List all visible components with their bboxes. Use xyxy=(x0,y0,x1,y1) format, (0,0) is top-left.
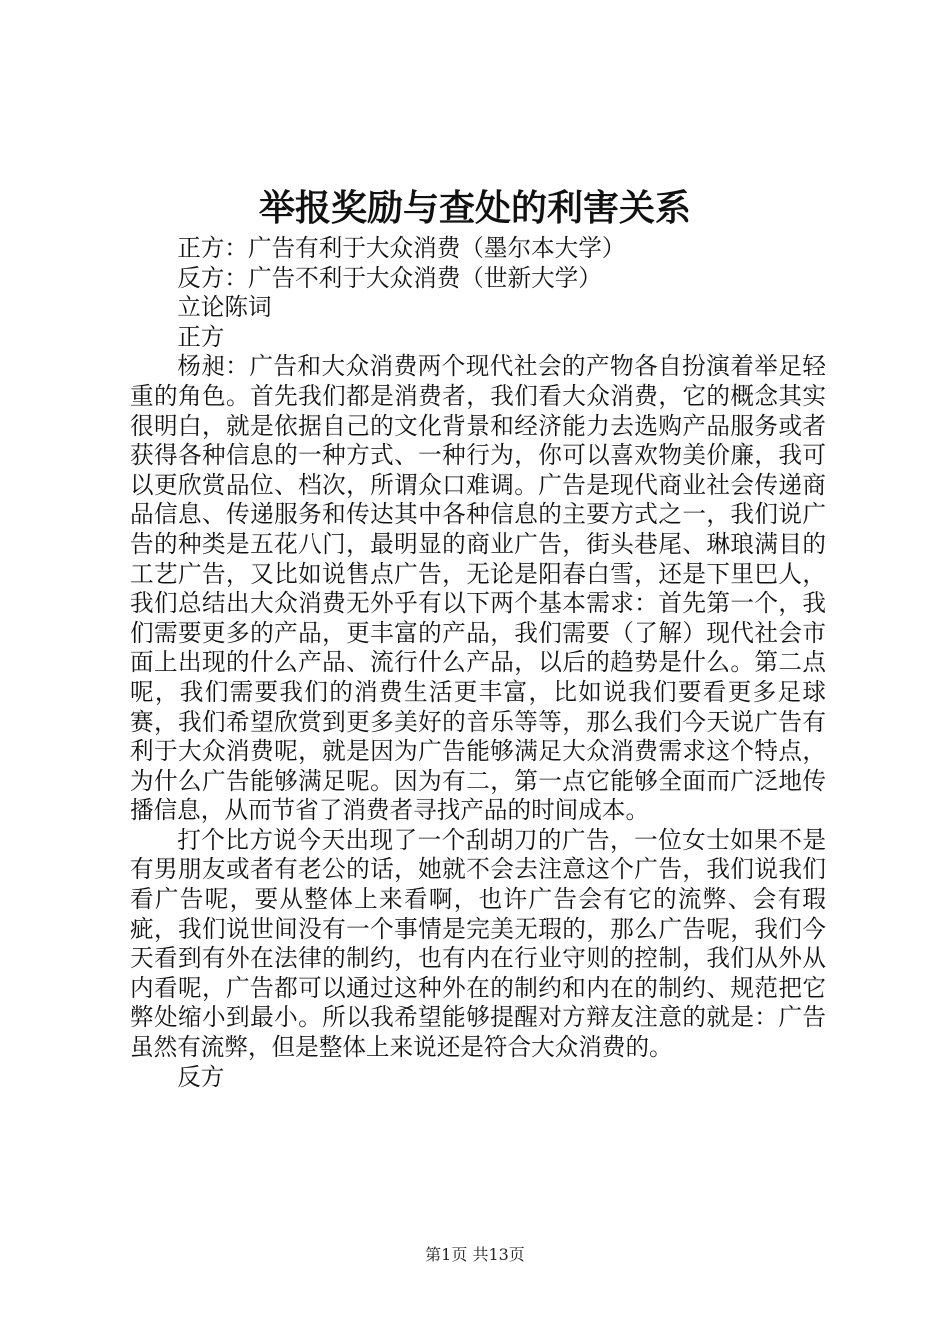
document-body xyxy=(130,234,826,1092)
page-number-footer: 第1页 共13页 xyxy=(425,1245,525,1264)
paragraph-body: 杨昶：广告和大众消费两个现代社会的产物各自扮演着举足轻重的角色。首先我们都是消费者，我们看大众消费，它的概念其实很明白，就是依据自己的文化背景和经济能力去选购产品服务或者获得各种信息的一种方式、一种行为，你可以喜欢物美价廉，我可以更欣赏品位、档次，所谓众口难调。广告是现代商业社会传递商品信息、传递服务和传达其中各种信息的主要方式之一，我们说广告的种类是五花八门，最明显的商业广告，街头巷尾、琳琅满目的工艺广告，又比如说售点广告，无论是阳春白雪，还是下里巴人，我们总结出大众消费无外乎有以下两个基本需求：首先第一个，我们需要更多的产品，更丰富的产品，我们需要（了解）现代社会市面上出现的什么产品、流行什么产品，以后的趋势是什么。第二点呢，我们需要我们的消费生活更丰富，比如说我们要看更多足球赛，我们希望欣赏到更多美好的音乐等等，那么我们今天说广告有利于大众消费呢，就是因为广告能够满足大众消费需求这个特点，为什么广告能够满足呢。因为有二，第一点它能够全面而广泛地传播信息，从而节省了消费者寻找产品的时间成本。 xyxy=(130,352,826,825)
document-title: 举报奖励与查处的利害关系 xyxy=(258,187,691,229)
paragraph-pro-side: 正方：广告有利于大众消费（墨尔本大学） xyxy=(177,234,626,262)
paragraph-con-side: 反方：广告不利于大众消费（世新大学） xyxy=(177,263,602,292)
paragraph-speaker-side: 正方 xyxy=(177,322,225,351)
paragraph-section-heading: 立论陈词 xyxy=(177,293,272,322)
paragraph-speaker-side: 反方 xyxy=(177,1062,225,1091)
paragraph-body: 打个比方说今天出现了一个刮胡刀的广告，一位女士如果不是有男朋友或者有老公的话，她就不会去注意这个广告，我们说我们看广告呢，要从整体上来看啊，也许广告会有它的流弊、会有瑕疵，我们说世间没有一个事情是完美无瑕的，那么广告呢，我们今天看到有外在法律的制约，也有内在行业守则的控制，我们从外从内看呢，广告都可以通过这种外在的制约和内在的制约、规范把它弊处缩小到最小。所以我希望能够提醒对方辩友注意的就是：广告虽然有流弊，但是整体上来说还是符合大众消费的。 xyxy=(130,825,826,1062)
